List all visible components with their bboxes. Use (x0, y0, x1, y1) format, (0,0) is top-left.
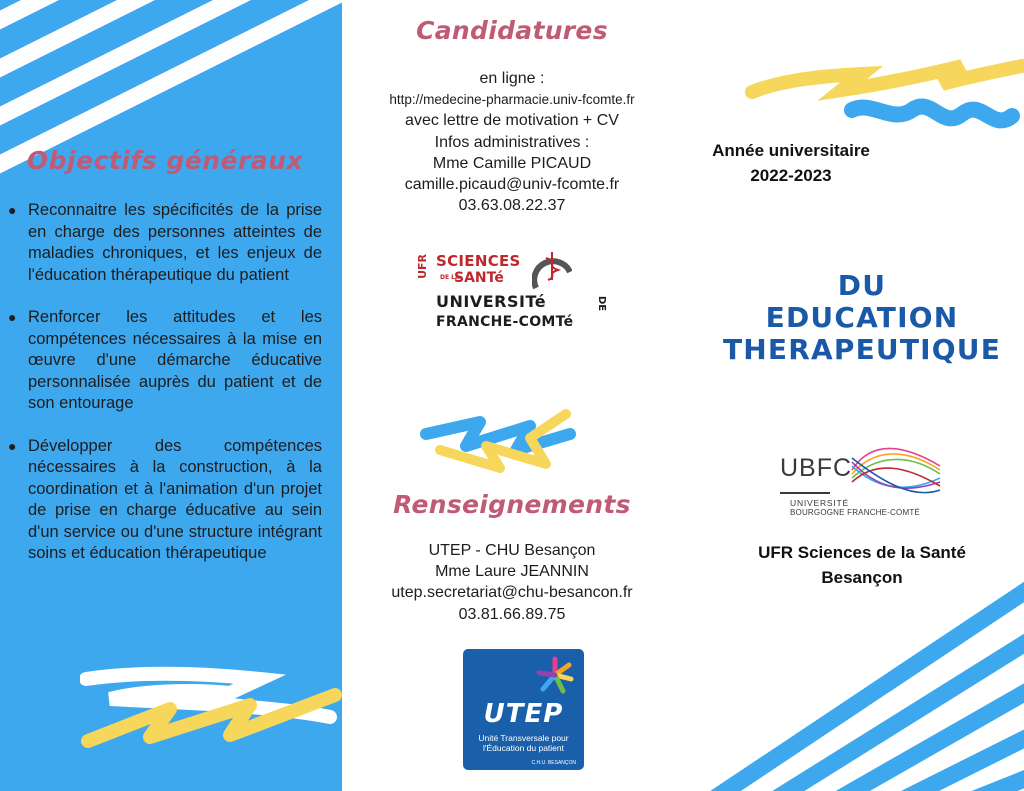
academic-year-label: Année universitaire (712, 141, 870, 160)
bullet-icon: ● (8, 309, 17, 325)
diagonal-stripes-decoration (682, 560, 1024, 791)
contact-unit: UTEP - CHU Besançon (428, 542, 596, 559)
objectives-list (8, 200, 322, 586)
objectives-heading: Objectifs généraux (26, 146, 304, 175)
ubfc-abbr: UBFC (780, 454, 853, 482)
ubfc-logo (780, 440, 942, 522)
logo-universite-text: UNIVERSITé (436, 292, 547, 311)
ufr-sciences-sante-logo (414, 248, 614, 340)
academic-year (682, 138, 900, 188)
objective-text: Reconnaitre les spécificités de la prise en charge des personnes atteintes de maladies chroniques, et les enjeux de l'éducation thérapeutique du patient (28, 201, 322, 284)
objective-item (8, 307, 322, 415)
utep-chu-text: C.H.U. BESANÇON (531, 760, 576, 766)
ubfc-region-text: BOURGOGNE FRANCHE-COMTÉ (790, 508, 920, 517)
admin-email-link[interactable]: camille.picaud@univ-fcomte.fr (404, 176, 620, 194)
candidatures-heading: Candidatures (416, 16, 608, 45)
renseignements-heading: Renseignements (393, 490, 631, 519)
application-link[interactable]: http://medecine-pharmacie.univ-fcomte.fr (389, 92, 635, 108)
diploma-title (682, 270, 1024, 366)
admin-contact-name: Mme Camille PICAUD (432, 154, 592, 172)
faculty-city: Besançon (821, 568, 903, 587)
zigzag-decoration (420, 400, 580, 480)
caduceus-icon (532, 250, 572, 290)
star-burst-icon (535, 655, 575, 695)
academic-year-value: 2022-2023 (750, 166, 832, 185)
logo-sciences-text: SCIENCES (436, 252, 521, 270)
ubfc-underline (780, 492, 830, 494)
bullet-icon: ● (8, 437, 17, 454)
documents-note: avec lettre de motivation + CV (405, 112, 619, 130)
candidatures-info (342, 68, 682, 216)
diploma-title-line: DU (837, 269, 887, 302)
info-panel (342, 0, 682, 791)
objective-text: Développer des compétences nécessaires à la construction, à la coordination et à l'animation d'un projet de prise en charge éducative au sein d'un service ou d'une structure intégrant soins et éducation thérapeutique (28, 436, 322, 562)
logo-sante-text: SANTé (454, 270, 504, 286)
logo-franche-comte-text: FRANCHE-COMTé (436, 314, 574, 330)
diploma-title-line: EDUCATION (765, 301, 959, 334)
utep-subtitle-line: Unité Transversale pour (478, 733, 569, 743)
contact-name: Mme Laure JEANNIN (435, 563, 589, 581)
faculty-name-line: UFR Sciences de la Santé (758, 543, 966, 562)
objective-text: Renforcer les attitudes et les compétences nécessaires à la mise en œuvre d'une démarche éducative personnalisée auprès du patient et de son entourage (28, 308, 322, 412)
logo-ufr-text: UFR (416, 254, 429, 279)
objective-item (8, 200, 322, 286)
contact-email-link[interactable]: utep.secretariat@chu-besancon.fr (391, 584, 633, 602)
logo-sante-wrap (440, 270, 504, 286)
ubfc-univ-text: UNIVERSITÉ (790, 498, 850, 508)
admin-phone: 03.63.08.22.37 (458, 197, 566, 215)
bullet-icon: ● (8, 202, 17, 218)
objectives-panel (0, 0, 342, 791)
objective-item (8, 436, 322, 565)
utep-logo (463, 649, 584, 770)
online-label: en ligne : (479, 70, 545, 87)
utep-subtitle (463, 733, 584, 753)
diploma-title-line: THERAPEUTIQUE (722, 333, 1002, 366)
brush-squiggle-decoration (80, 665, 342, 755)
admin-info-label: Infos administratives : (434, 133, 590, 151)
logo-de-text: DE (596, 296, 607, 312)
cover-panel (682, 0, 1024, 791)
renseignements-info (342, 540, 682, 625)
ubfc-ribbons-icon (850, 440, 942, 498)
contact-phone: 03.81.66.89.75 (458, 605, 566, 623)
brush-wave-decoration (742, 40, 1024, 150)
logo-de-la-text: DE LA (440, 274, 460, 281)
utep-subtitle-line: l'Éducation du patient (482, 743, 564, 753)
utep-wordmark: UTEP (483, 699, 564, 729)
